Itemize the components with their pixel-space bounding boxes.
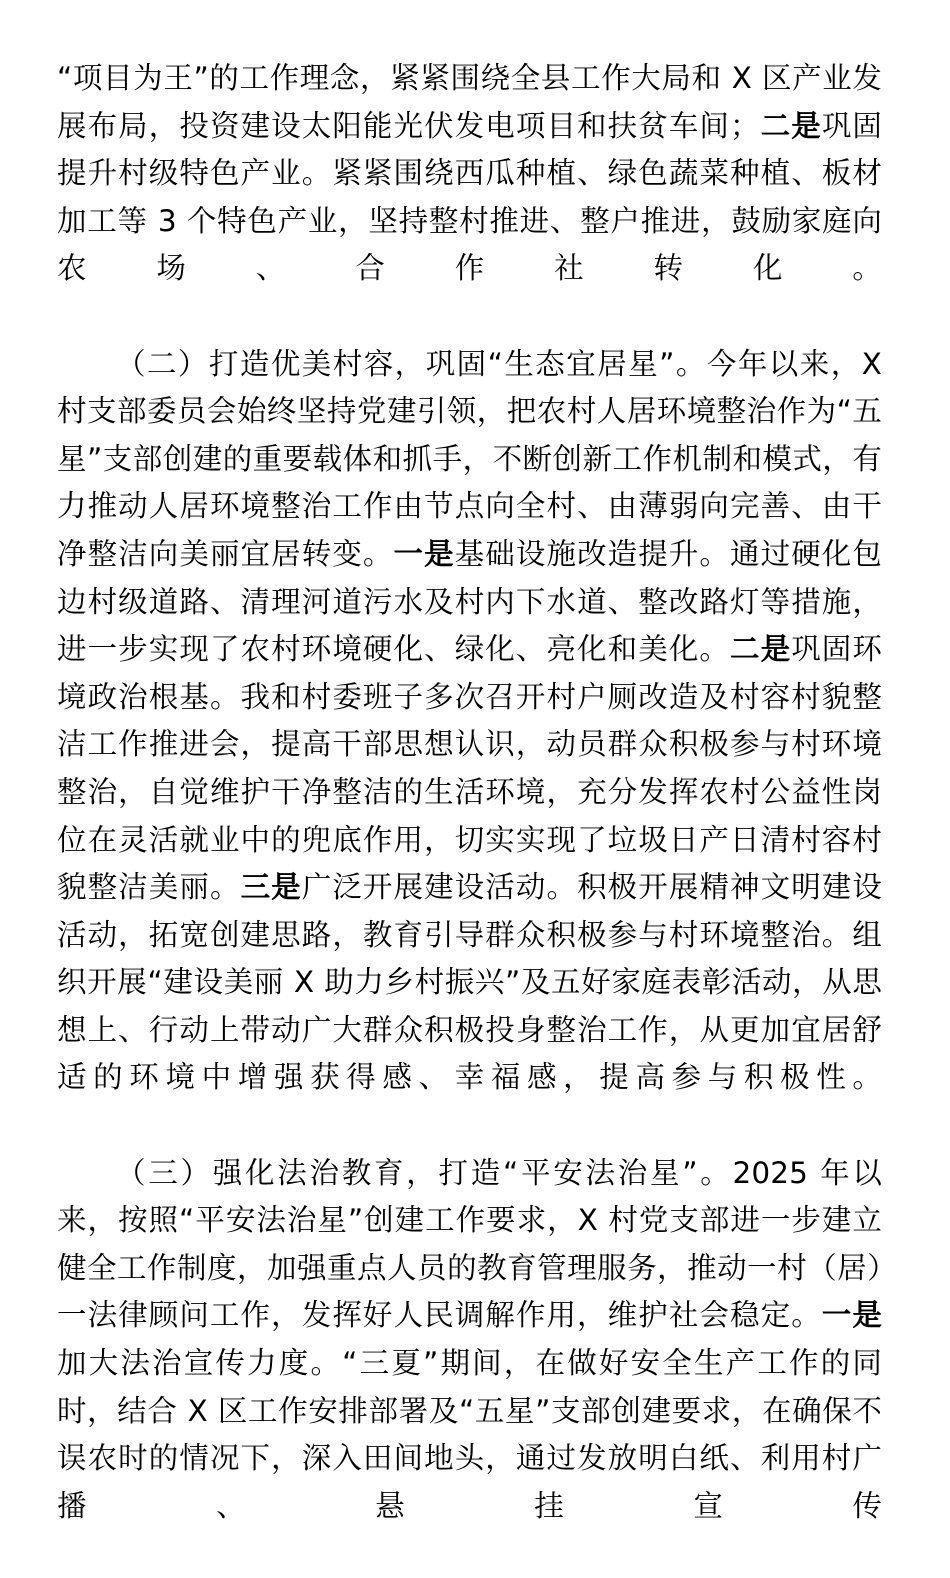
emphasis-run: 三是	[240, 870, 302, 905]
text-run: 加大法治宣传力度。“三夏”期间，在做好安全生产工作的同时，结合 X 区工作安排部署及“五星”支部创建要求，在确保不误农时的情况下，深入田间地头，通过发放明白纸、利用村广播、悬挂宣传	[57, 1346, 882, 1523]
emphasis-run: 一是	[393, 536, 455, 571]
paragraph	[57, 1150, 882, 1578]
emphasis-run: 二是	[759, 108, 822, 143]
paragraph	[57, 341, 882, 1150]
emphasis-run: 二是	[730, 632, 792, 667]
text-run: 广泛开展建设活动。积极开展精神文明建设活动，拓宽创建思路，教育引导群众积极参与村环境整治。组织开展“建设美丽 X 助力乡村振兴”及五好家庭表彰活动，从思想上、行动上带动广大群众积极投身整治工作，从更加宜居舒适的环境中增强获得感、幸福感，提高参与积极性。	[57, 870, 882, 1095]
text-run: 巩固提升村级特色产业。紧紧围绕西瓜种植、绿色蔬菜种植、板材加工等 3 个特色产业，坚持整村推进、整户推进，鼓励家庭向农场、合作社转化。	[57, 108, 883, 286]
text-run: （二）打造优美村容，巩固“生态宜居星”。今年以来，X 村支部委员会始终坚持党建引领，把农村人居环境整治作为“五星”支部创建的重要载体和抓手，不断创新工作机制和模式，有力推动人居环境整治工作由节点向全村、由薄弱向完善、由干净整洁向美丽宜居转变。	[57, 346, 882, 571]
document-body	[57, 55, 882, 1578]
text-run: “项目为王”的工作理念，紧紧围绕全县工作大局和 X 区产业发展布局，投资建设太阳能光伏发电项目和扶贫车间；	[57, 61, 882, 143]
text-run: 基础设施改造提升。通过硬化包边村级道路、清理河道污水及村内下水道、整改路灯等措施，进一步实现了农村环境硬化、绿化、亮化和美化。	[57, 536, 882, 667]
text-run: 巩固环境政治根基。我和村委班子多次召开村户厕改造及村容村貌整洁工作推进会，提高干部思想认识，动员群众积极参与村环境整治，自觉维护干净整洁的生活环境，充分发挥农村公益性岗位在灵活就业中的兜底作用，切实实现了垃圾日产日清村容村貌整洁美丽。	[57, 632, 882, 905]
paragraph	[57, 55, 882, 341]
text-run: （三）强化法治教育，打造“平安法治星”。2025 年以来，按照“平安法治星”创建工作要求，X 村党支部进一步建立健全工作制度，加强重点人员的教育管理服务，推动一村（居）一法律顾问工作，发挥好人民调解作用，维护社会稳定。	[57, 1155, 882, 1333]
emphasis-run: 一是	[821, 1298, 882, 1333]
